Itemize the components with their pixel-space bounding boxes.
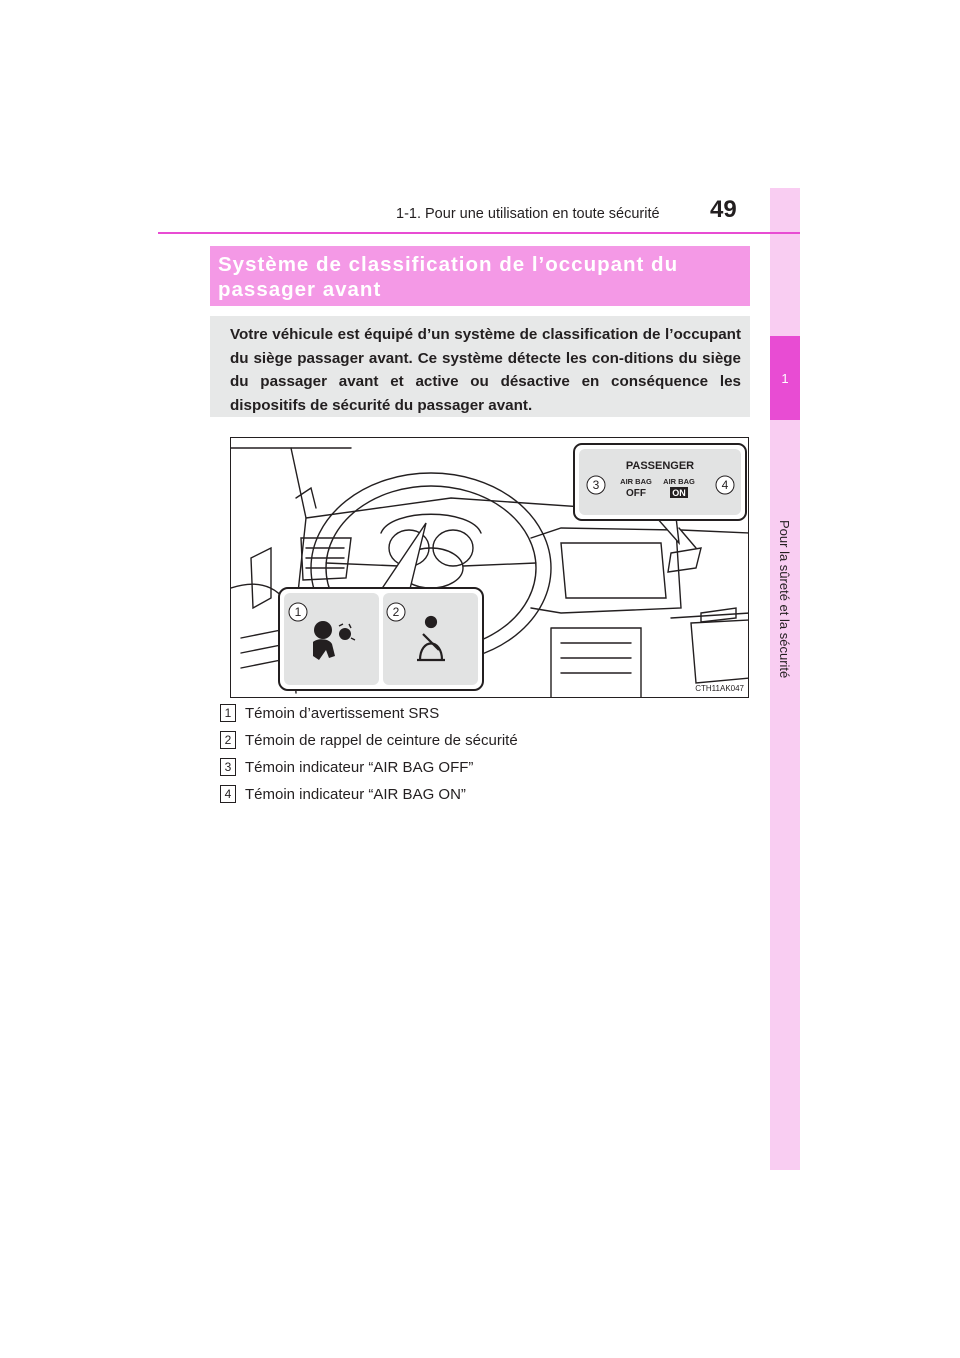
callout-2-label: 2 xyxy=(392,605,400,619)
chapter-number: 1 xyxy=(781,370,789,386)
callout-4-label: 4 xyxy=(721,478,729,492)
intro-paragraph: Votre véhicule est équipé d’un système de classification de l’occupant du siège passager avant. Ce système détecte les con-ditions du siège du passager avant et active ou désactive en conséquence les dispositifs de sécurité du passager avant. xyxy=(210,316,750,417)
legend-text: Témoin indicateur “AIR BAG ON” xyxy=(245,786,466,803)
section-title-line1: Système de classification de l’occupant du xyxy=(218,253,679,276)
passenger-indicator-unit xyxy=(668,548,701,572)
chapter-label: Pour la sûreté et la sécurité xyxy=(777,520,792,679)
legend-number: 3 xyxy=(220,758,236,776)
section-title xyxy=(210,246,750,306)
legend-item xyxy=(220,731,518,749)
passenger-airbag-panel xyxy=(574,444,746,520)
header-rule xyxy=(158,232,800,234)
section-title-line2: passager avant xyxy=(218,278,382,301)
instrument-hood xyxy=(381,514,481,533)
callout-3-label: 3 xyxy=(592,478,600,492)
page-number: 49 xyxy=(710,196,737,223)
callout-1-label: 1 xyxy=(294,605,302,619)
figure-code: CTH11AK047 xyxy=(695,684,744,693)
dashboard-drawing xyxy=(231,438,749,698)
running-head: 1-1. Pour une utilisation en toute sécurité xyxy=(396,206,660,222)
legend-number: 4 xyxy=(220,785,236,803)
panel-title: PASSENGER xyxy=(625,460,695,472)
legend-item xyxy=(220,758,473,776)
dashboard-illustration xyxy=(230,437,749,698)
callout-1 xyxy=(289,603,307,621)
legend-number: 2 xyxy=(220,731,236,749)
airbag-off-top: AIR BAG xyxy=(620,477,652,486)
callout-2 xyxy=(387,603,405,621)
legend-item xyxy=(220,785,466,803)
legend-number: 1 xyxy=(220,704,236,722)
legend-text: Témoin d’avertissement SRS xyxy=(245,705,440,722)
legend-text: Témoin indicateur “AIR BAG OFF” xyxy=(245,759,474,776)
center-display xyxy=(561,543,666,598)
chapter-number-badge xyxy=(770,336,800,420)
airbag-on-label: ON xyxy=(672,488,686,498)
airbag-off-label: OFF xyxy=(626,488,646,499)
glovebox-line xyxy=(671,613,749,618)
warning-icons-panel xyxy=(279,588,483,690)
legend-item xyxy=(220,704,439,722)
center-stack xyxy=(551,628,641,698)
airbag-on-top: AIR BAG xyxy=(663,477,695,486)
legend-text: Témoin de rappel de ceinture de sécurité xyxy=(245,732,518,749)
